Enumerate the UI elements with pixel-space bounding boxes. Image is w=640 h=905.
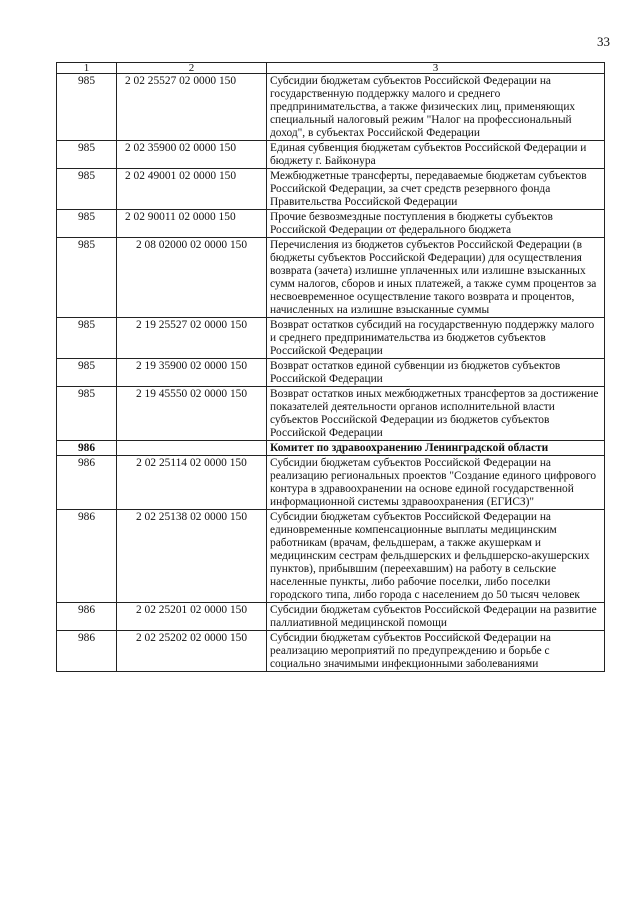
table-row: [57, 169, 605, 210]
admin-code-cell: 986: [57, 603, 117, 631]
table-row: [57, 359, 605, 387]
column-header-3: 3: [267, 63, 605, 74]
table-row: [57, 74, 605, 141]
admin-code-cell: 985: [57, 169, 117, 210]
section-header-row: [57, 441, 605, 456]
budget-code-cell: 2 02 25527 02 0000 150: [117, 74, 267, 141]
description-cell: Возврат остатков субсидий на государственную поддержку малого и среднего предпринимательства из бюджетов субъектов Российской Федерации: [267, 318, 605, 359]
budget-code-cell: 2 02 25201 02 0000 150: [117, 603, 267, 631]
table-row: [57, 510, 605, 603]
description-cell: Комитет по здравоохранению Ленинградской области: [267, 441, 605, 456]
table-row: [57, 603, 605, 631]
table-body: [57, 74, 605, 672]
table-row: [57, 318, 605, 359]
budget-code-cell: [117, 441, 267, 456]
description-cell: Единая субвенция бюджетам субъектов Российской Федерации и бюджету г. Байконура: [267, 141, 605, 169]
admin-code-cell: 985: [57, 318, 117, 359]
description-cell: Прочие безвозмездные поступления в бюджеты субъектов Российской Федерации от федерального бюджета: [267, 210, 605, 238]
admin-code-cell: 985: [57, 238, 117, 318]
budget-code-cell: 2 02 90011 02 0000 150: [117, 210, 267, 238]
description-cell: Субсидии бюджетам субъектов Российской Федерации на единовременные компенсационные выплаты медицинским работникам (врачам, фельдшерам, а также акушеркам и медицинским сестрам фельдшерских и фельдшерско-акушерских пунктов), прибывшим (переехавшим) на работу в сельские населенные пункты, либо рабочие поселки, либо поселки городского типа, либо города с населением до 50 тысяч человек: [267, 510, 605, 603]
description-cell: Субсидии бюджетам субъектов Российской Федерации на развитие паллиативной медицинской помощи: [267, 603, 605, 631]
admin-code-cell: 985: [57, 387, 117, 441]
table-row: [57, 631, 605, 672]
admin-code-cell: 986: [57, 441, 117, 456]
budget-code-cell: 2 02 25202 02 0000 150: [117, 631, 267, 672]
table-header-row: [57, 63, 605, 74]
admin-code-cell: 986: [57, 456, 117, 510]
budget-code-cell: 2 02 25114 02 0000 150: [117, 456, 267, 510]
table-row: [57, 210, 605, 238]
page-number: 33: [597, 34, 610, 49]
description-cell: Субсидии бюджетам субъектов Российской Федерации на реализацию региональных проектов "Создание единого цифрового контура в здравоохранении на основе единой государственной информационной системы здравоохранения (ЕГИСЗ)": [267, 456, 605, 510]
budget-code-cell: 2 19 45550 02 0000 150: [117, 387, 267, 441]
budget-code-cell: 2 02 49001 02 0000 150: [117, 169, 267, 210]
admin-code-cell: 986: [57, 510, 117, 603]
budget-code-cell: 2 19 25527 02 0000 150: [117, 318, 267, 359]
budget-code-cell: 2 02 35900 02 0000 150: [117, 141, 267, 169]
description-cell: Перечисления из бюджетов субъектов Российской Федерации (в бюджеты субъектов Российской Федерации) для осуществления возврата (зачета) излишне уплаченных или излишне взысканных сумм налогов, сборов и иных платежей, а также сумм процентов за несвоевременное осуществление такого возврата и процентов, начисленных на излишне взысканные суммы: [267, 238, 605, 318]
budget-code-cell: 2 08 02000 02 0000 150: [117, 238, 267, 318]
description-cell: Субсидии бюджетам субъектов Российской Федерации на реализацию мероприятий по предупреждению и борьбе с социально значимыми инфекционными заболеваниями: [267, 631, 605, 672]
admin-code-cell: 985: [57, 141, 117, 169]
table-row: [57, 238, 605, 318]
description-cell: Субсидии бюджетам субъектов Российской Федерации на государственную поддержку малого и среднего предпринимательства, а также физических лиц, применяющих специальный налоговый режим "Налог на профессиональный доход", в субъектах Российской Федерации: [267, 74, 605, 141]
budget-code-cell: 2 02 25138 02 0000 150: [117, 510, 267, 603]
admin-code-cell: 985: [57, 74, 117, 141]
description-cell: Возврат остатков иных межбюджетных трансфертов за достижение показателей деятельности органов исполнительной власти субъектов Российской Федерации из бюджетов субъектов Российской Федерации: [267, 387, 605, 441]
budget-code-cell: 2 19 35900 02 0000 150: [117, 359, 267, 387]
table-row: [57, 456, 605, 510]
admin-code-cell: 986: [57, 631, 117, 672]
table-row: [57, 387, 605, 441]
description-cell: Межбюджетные трансферты, передаваемые бюджетам субъектов Российской Федерации, за счет средств резервного фонда Правительства Российской Федерации: [267, 169, 605, 210]
table-row: [57, 141, 605, 169]
column-header-1: 1: [57, 63, 117, 74]
revenue-codes-table: [56, 62, 605, 672]
admin-code-cell: 985: [57, 210, 117, 238]
admin-code-cell: 985: [57, 359, 117, 387]
description-cell: Возврат остатков единой субвенции из бюджетов субъектов Российской Федерации: [267, 359, 605, 387]
column-header-2: 2: [117, 63, 267, 74]
